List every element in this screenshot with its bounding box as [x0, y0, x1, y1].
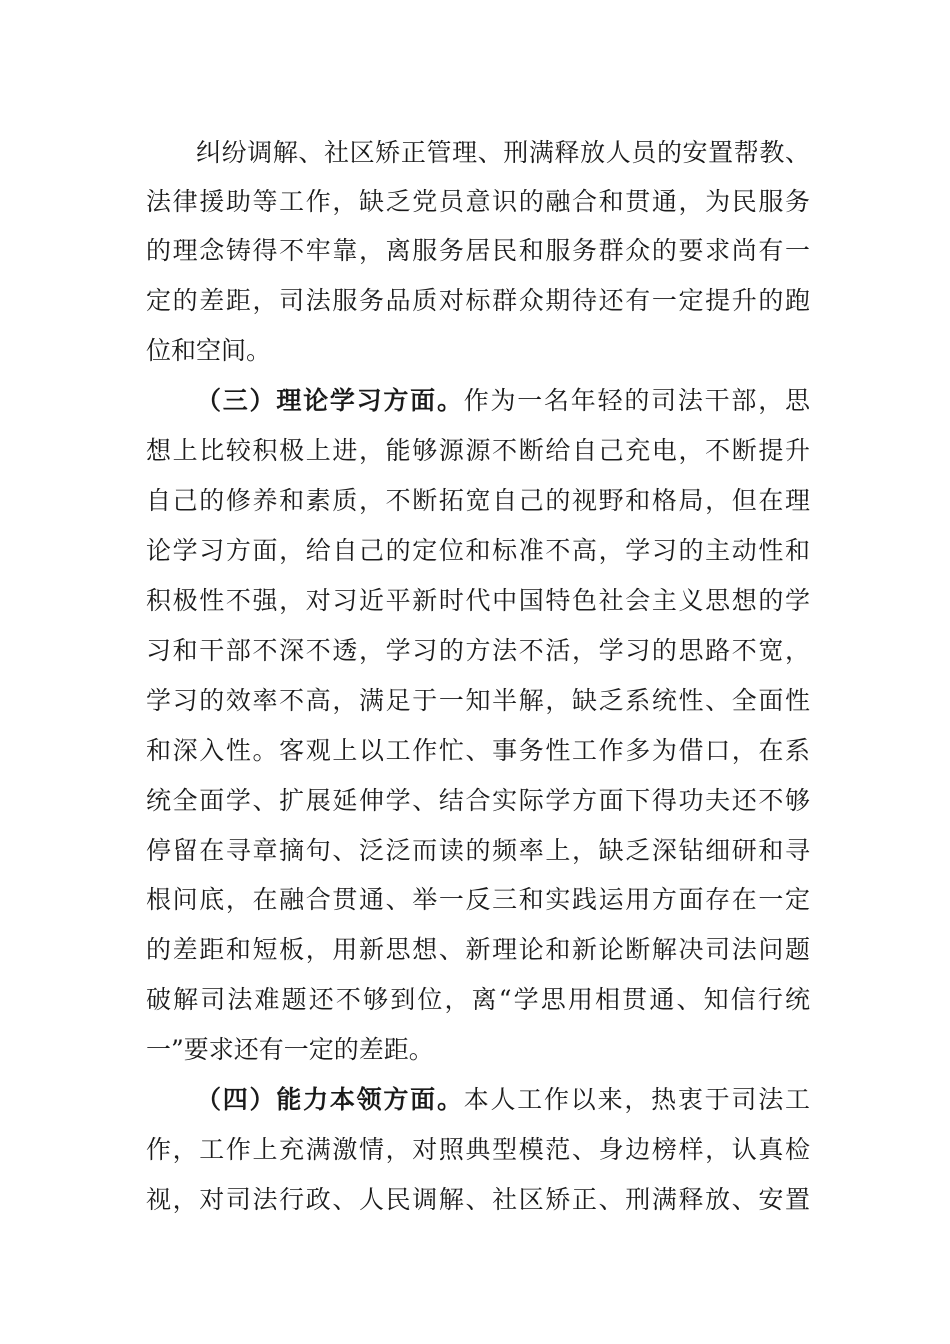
paragraph-line: 法律援助等工作，缺乏党员意识的融合和贯通，为民服务: [146, 187, 810, 216]
paragraph-line: 和深入性。客观上以工作忙、事务性工作多为借口，在系: [146, 736, 810, 765]
paragraph-line: 位和空间。: [146, 336, 272, 365]
paragraph-line: 一”要求还有一定的差距。: [146, 1035, 434, 1064]
paragraph-line: 积极性不强，对习近平新时代中国特色社会主义思想的学: [146, 586, 810, 615]
section-heading-3: （三）理论学习方面。: [196, 386, 464, 415]
paragraph-line: 破解司法难题还不够到位，离“学思用相贯通、知信行统: [146, 985, 810, 1014]
paragraph-line: 自己的修养和素质，不断拓宽自己的视野和格局，但在理: [146, 486, 810, 515]
paragraph-line: 学习的效率不高，满足于一知半解，缺乏系统性、全面性: [146, 686, 810, 715]
paragraph-line: 习和干部不深不透，学习的方法不活，学习的思路不宽，: [146, 636, 810, 665]
paragraph-line: 根问底，在融合贯通、举一反三和实践运用方面存在一定: [146, 885, 810, 914]
paragraph-line: 视，对司法行政、人民调解、社区矫正、刑满释放、安置: [146, 1185, 810, 1214]
paragraph-line: 定的差距，司法服务品质对标群众期待还有一定提升的跑: [146, 286, 810, 315]
paragraph-line: 想上比较积极上进，能够源源不断给自己充电，不断提升: [146, 436, 810, 465]
paragraph-line: 的差距和短板，用新思想、新理论和新论断解决司法问题: [146, 935, 810, 964]
paragraph-line: 统全面学、扩展延伸学、结合实际学方面下得功夫还不够: [146, 786, 810, 815]
paragraph-line: 纠纷调解、社区矫正管理、刑满释放人员的安置帮教、: [196, 138, 810, 167]
paragraph-line: 论学习方面，给自己的定位和标准不高，学习的主动性和: [146, 536, 810, 565]
paragraph-line: 的理念铸得不牢靠，离服务居民和服务群众的要求尚有一: [146, 236, 810, 265]
section-heading-line: [196, 1080, 810, 1120]
section-heading-4: （四）能力本领方面。: [196, 1085, 464, 1114]
paragraph-text: 本人工作以来，热衷于司法工: [463, 1085, 810, 1114]
paragraph-line: 停留在寻章摘句、泛泛而读的频率上，缺乏深钻细研和寻: [146, 836, 810, 865]
paragraph-line: 作，工作上充满激情，对照典型模范、身边榜样，认真检: [146, 1135, 810, 1164]
paragraph-text: 作为一名年轻的司法干部，思: [463, 386, 810, 415]
section-heading-line: [196, 381, 810, 421]
